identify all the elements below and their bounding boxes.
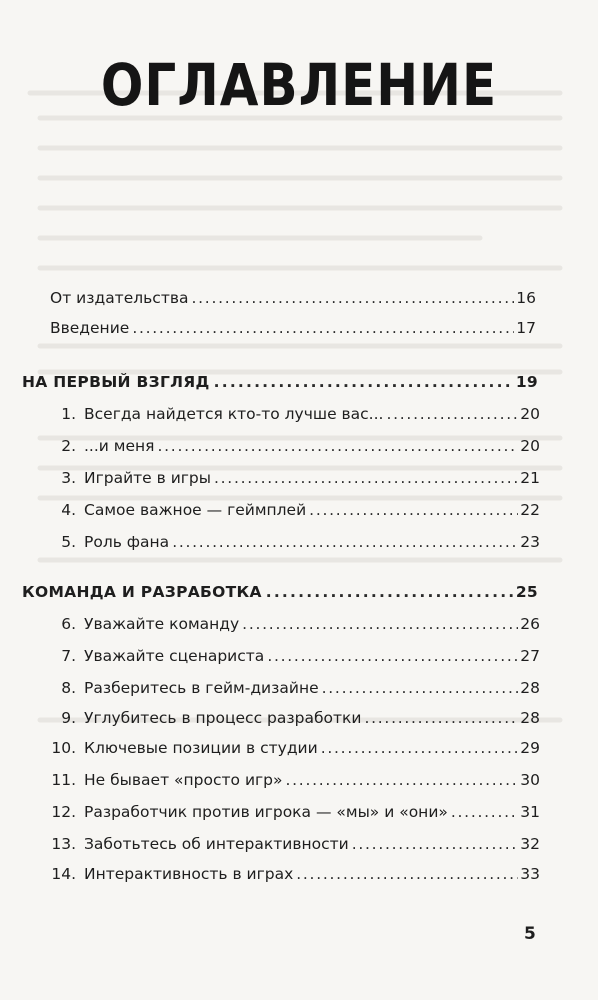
dot-leader (296, 864, 518, 884)
chapter-page: 21 (520, 469, 540, 487)
chapter-page: 26 (520, 615, 540, 633)
dot-leader (267, 646, 518, 666)
chapter-label: Самое важное — геймплей (84, 501, 307, 519)
chapter-number: 12. (51, 803, 76, 821)
chapter-label: Ключевые позиции в студии (84, 739, 318, 757)
chapter-page: 32 (520, 835, 540, 853)
chapter-number: 3. (61, 469, 76, 487)
toc-section-heading[interactable] (22, 372, 538, 392)
chapter-number: 10. (51, 739, 76, 757)
toc-section-page: 19 (515, 373, 538, 391)
chapter-label: Роль фана (84, 533, 170, 551)
dot-leader (386, 404, 518, 424)
chapter-page: 23 (520, 533, 540, 551)
chapter-number: 4. (61, 501, 76, 519)
toc-chapter[interactable] (50, 678, 540, 698)
dot-leader (451, 802, 518, 822)
chapter-page: 22 (520, 501, 540, 519)
chapter-number: 1. (61, 405, 76, 423)
chapter-page: 33 (520, 865, 540, 883)
dot-leader (172, 532, 518, 552)
dot-leader (352, 834, 519, 854)
toc-entry-page: 16 (516, 289, 536, 307)
dot-leader (322, 678, 519, 698)
chapter-label: Разработчик против игрока — «мы» и «они» (84, 803, 448, 821)
dot-leader (242, 614, 518, 634)
dot-leader (364, 708, 518, 728)
chapter-page: 20 (520, 405, 540, 423)
chapter-label: Разберитесь в гейм-дизайне (84, 679, 319, 697)
toc-section-title: КОМАНДА И РАЗРАБОТКА (22, 583, 262, 601)
toc-chapter[interactable] (50, 614, 540, 634)
page-title: ОГЛАВЛЕНИЕ (100, 52, 498, 119)
chapter-label: Заботьтесь об интерактивности (84, 835, 349, 853)
toc-section-heading[interactable] (22, 582, 538, 602)
dot-leader (321, 738, 519, 758)
chapter-label: Уважайте сценариста (84, 647, 265, 665)
dot-leader (309, 500, 518, 520)
toc-chapter[interactable] (50, 738, 540, 758)
chapter-number: 2. (61, 437, 76, 455)
chapter-page: 31 (520, 803, 540, 821)
toc-chapter[interactable] (50, 404, 540, 424)
toc-entry-label: От издательства (50, 289, 189, 307)
chapter-page: 27 (520, 647, 540, 665)
toc-chapter[interactable] (50, 770, 540, 790)
toc-entry[interactable] (50, 318, 536, 338)
dot-leader (266, 582, 514, 602)
chapter-page: 28 (520, 679, 540, 697)
chapter-number: 6. (61, 615, 76, 633)
toc-chapter[interactable] (50, 646, 540, 666)
dot-leader (191, 288, 514, 308)
chapter-label: Играйте в игры (84, 469, 211, 487)
toc-chapter[interactable] (50, 802, 540, 822)
toc-chapter[interactable] (50, 834, 540, 854)
chapter-number: 7. (61, 647, 76, 665)
toc-chapter[interactable] (50, 468, 540, 488)
toc-chapter[interactable] (50, 864, 540, 884)
toc-entry[interactable] (50, 288, 536, 308)
dot-leader (285, 770, 518, 790)
toc-entry-page: 17 (516, 319, 536, 337)
chapter-label: ...и меня (84, 437, 155, 455)
toc-entry-label: Введение (50, 319, 130, 337)
dot-leader (157, 436, 518, 456)
toc-chapter[interactable] (50, 532, 540, 552)
page-number: 5 (524, 924, 536, 944)
toc-chapter[interactable] (50, 500, 540, 520)
dot-leader (214, 372, 514, 392)
chapter-number: 13. (51, 835, 76, 853)
toc-section-title: НА ПЕРВЫЙ ВЗГЛЯД (22, 373, 210, 391)
chapter-number: 5. (61, 533, 76, 551)
chapter-label: Углубитесь в процесс разработки (84, 709, 362, 727)
chapter-number: 8. (61, 679, 76, 697)
chapter-label: Всегда найдется кто-то лучше вас... (84, 405, 384, 423)
chapter-number: 14. (51, 865, 76, 883)
chapter-page: 29 (520, 739, 540, 757)
dot-leader (214, 468, 518, 488)
chapter-number: 9. (61, 709, 76, 727)
chapter-page: 20 (520, 437, 540, 455)
chapter-label: Интерактивность в играх (84, 865, 294, 883)
chapter-page: 30 (520, 771, 540, 789)
dot-leader (132, 318, 514, 338)
toc-chapter[interactable] (50, 436, 540, 456)
toc-chapter[interactable] (50, 708, 540, 728)
chapter-page: 28 (520, 709, 540, 727)
toc-section-page: 25 (515, 583, 538, 601)
chapter-number: 11. (51, 771, 76, 789)
chapter-label: Не бывает «просто игр» (84, 771, 283, 789)
chapter-label: Уважайте команду (84, 615, 240, 633)
